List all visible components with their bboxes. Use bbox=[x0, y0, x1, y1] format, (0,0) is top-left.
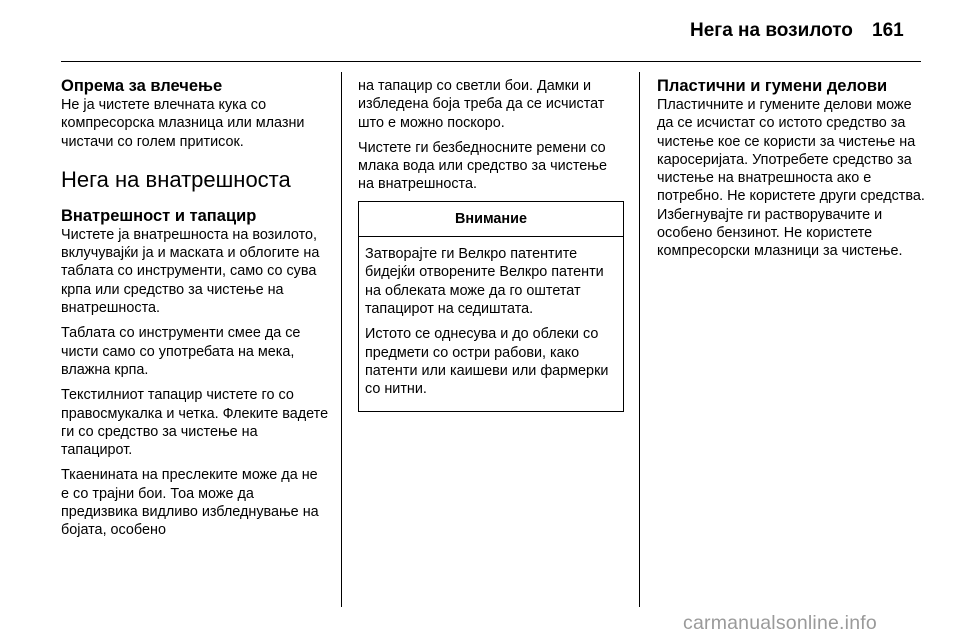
page-header-title: Нега на возилото bbox=[690, 20, 853, 41]
caution-paragraph-1: Затворајте ги Велкро патентите бидејќи отворените Велкро патенти на облеката може да го оштетат тапацирот на седиштата. bbox=[365, 246, 604, 317]
heading-plastic-rubber: Пластични и гумени делови bbox=[657, 77, 888, 95]
caution-paragraph-2: Истото се однесува и до облеки со предмети со остри рабови, како патенти или каишеви или фармерки со нитни. bbox=[365, 326, 609, 398]
paragraph-continued: на тапацир со светли бои. Дамки и избледена боја треба да се исчистат што е можно поскоро. bbox=[358, 78, 605, 131]
column-3 bbox=[657, 77, 925, 268]
paragraph-plastic: Пластичните и гумените делови може да се исчистат со истото средство за чистење кое се користи за чистење на каросеријата. Употребете средство за чистење на внатрешноста ако е потребно. Не користете други средства. Избегнувајте ги растворувачите и особено бензинот. Не користете компресорски млазници за чистење. bbox=[657, 97, 925, 260]
paragraph-interior-1: Чистете ја внатрешноста на возилото, вклучувајќи ја и маската и облогите на таблата со инструменти, само со сува крпа или средство за чистење на внатрешноста. bbox=[61, 226, 320, 317]
caution-box bbox=[358, 201, 624, 413]
caution-body bbox=[359, 237, 623, 411]
heading-interior-care: Нега на внатрешноста bbox=[61, 166, 291, 192]
column-divider-1 bbox=[341, 72, 342, 607]
paragraph-towing: Не ја чистете влечната кука со компресорска млазница или млазни чистачи со голем притисок. bbox=[61, 97, 305, 150]
paragraph-interior-4: Ткаенината на преслеките може да не е со трајни бои. Тоа може да предизвика видливо избледнување на бојата, особено bbox=[61, 467, 319, 539]
paragraph-interior-2: Таблата со инструменти смее да се чисти само со употребата на мека, влажна крпа. bbox=[61, 325, 301, 378]
watermark: carmanualsonline.info bbox=[683, 612, 877, 634]
heading-towing-equipment: Опрема за влечење bbox=[61, 77, 223, 95]
paragraph-seatbelts: Чистете ги безбедносните ремени со млака вода или средство за чистење на внатрешноста. bbox=[358, 139, 607, 193]
column-divider-2 bbox=[639, 72, 640, 607]
column-2 bbox=[358, 77, 626, 412]
page-number: 161 bbox=[872, 20, 904, 41]
paragraph-interior-3: Текстилниот тапацир чистете го со правосмукалка и четка. Флеките вадете ги со средство за чистење на тапацирот. bbox=[61, 387, 329, 459]
caution-title: Внимание bbox=[359, 202, 623, 237]
header-rule bbox=[61, 61, 921, 62]
heading-interior-upholstery: Внатрешност и тапацир bbox=[61, 206, 257, 225]
column-1 bbox=[61, 77, 329, 547]
